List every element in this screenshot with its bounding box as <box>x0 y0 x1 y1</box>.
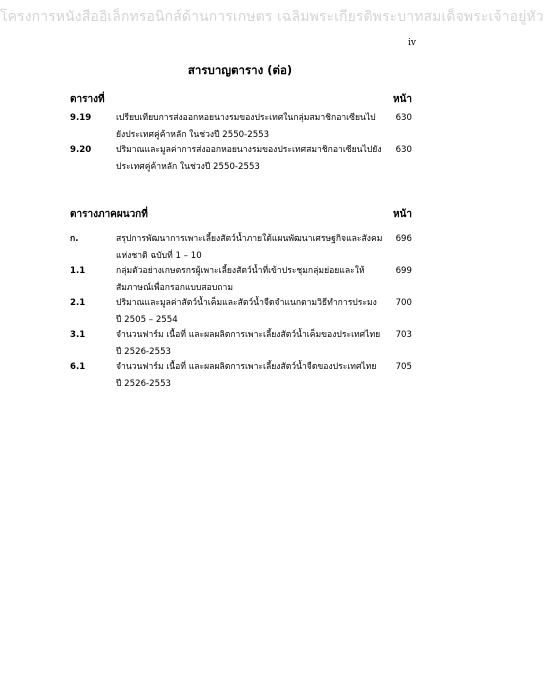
entry-number: 9.20 <box>70 145 92 155</box>
entry-number: 3.1 <box>70 330 86 340</box>
entry-number: 9.19 <box>70 113 92 123</box>
entry-number: 1.1 <box>70 266 86 276</box>
entry-caption: สรุปการพัฒนาการเพาะเลี้ยงสัตว์น้ำภายใต้แผนพัฒนาเศรษฐกิจและสังคม แห่งชาติ ฉบับที่ 1 – 10 <box>116 234 383 261</box>
tables-header-label: ตารางที่ <box>70 94 105 105</box>
entry-page: 696 <box>395 234 412 244</box>
watermark: โครงการหนังสืออิเล็กทรอนิกส์ด้านการเกษตร เฉลิมพระเกียรติพระบาทสมเด็จพระเจ้าอยู่หัว <box>0 9 544 25</box>
entry-page: 705 <box>395 362 412 372</box>
tables-header-page-label: หน้า <box>392 94 412 105</box>
entry-caption: ปริมาณและมูลค่าสัตว์น้ำเค็มและสัตว์น้ำจืดจำแนกตามวิธีทำการประมง ปี 2505 – 2554 <box>116 298 377 325</box>
appendix-header-page-label: หน้า <box>392 209 412 220</box>
entry-number: 6.1 <box>70 362 86 372</box>
entry-caption: จำนวนฟาร์ม เนื้อที่ และผลผลิตการเพาะเลี้ยงสัตว์น้ำจืดของประเทศไทย ปี 2526-2553 <box>116 362 377 389</box>
entry-caption: กลุ่มตัวอย่างเกษตรกรผู้เพาะเลี้ยงสัตว์น้ำที่เข้าประชุมกลุ่มย่อยและให้ สัมภาษณ์เพื่อกรอกแบบสอบถาม <box>116 266 365 293</box>
entry-caption: จำนวนฟาร์ม เนื้อที่ และผลผลิตการเพาะเลี้ยงสัตว์น้ำเค็มของประเทศไทย ปี 2526-2553 <box>116 330 381 357</box>
entry-page: 700 <box>395 298 412 308</box>
entry-page: 699 <box>395 266 412 276</box>
entry-caption: ปริมาณและมูลค่าการส่งออกหอยนางรมของประเทศสมาชิกอาเซียนไปยัง ประเทศคู่ค้าหลัก ในช่วงปี 2550-2553 <box>116 145 382 172</box>
entry-number: 2.1 <box>70 298 86 308</box>
entry-caption: เปรียบเทียบการส่งออกหอยนางรมของประเทศในกลุ่มสมาชิกอาเซียนไป ยังประเทศคู่ค้าหลัก ในช่วงปี 2550-2553 <box>116 113 376 140</box>
entry-page: 630 <box>395 145 412 155</box>
page-number: iv <box>408 38 416 48</box>
entry-page: 630 <box>395 113 412 123</box>
entry-page: 703 <box>395 330 412 340</box>
appendix-header-label: ตารางภาคผนวกที่ <box>70 209 148 220</box>
entry-number: ก. <box>70 234 79 244</box>
page-title: สารบาญตาราง (ต่อ) <box>187 63 293 77</box>
